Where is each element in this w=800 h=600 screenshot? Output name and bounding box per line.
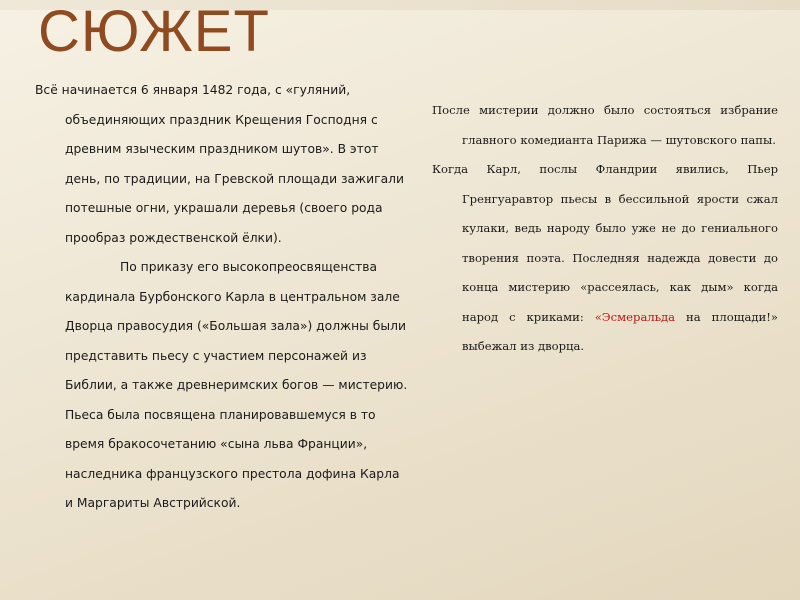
left-paragraph-2: По приказу его высокопреосвященства кардинала Бурбонского Карла в центральном зале Дворца правосудия («Большая зала») должны были представить пьесу с участием персонажей из Библии, а также древнеримских богов — мистерию. Пьеса была посвящена планировавшемуся в то время бракосочетанию «сына льва Франции», наследника французского престола дофина Карла и Маргариты Австрийской. [65, 260, 408, 510]
left-paragraph-1-first-line: Всё начинается 6 января 1482 года, с «гуляний, [35, 83, 351, 97]
slide-title: СЮЖЕТ [38, 0, 270, 64]
left-paragraph-1 [35, 76, 410, 253]
right-paragraph-2-end: на площади!» выбежал из дворца. [462, 309, 778, 353]
right-paragraph-2-start: Когда Карл, послы Фландрии явились, Пьер Гренгуаравтор пьесы в бессильной ярости сжал кулаки, ведь народу было уже не до гениального творения поэта. Последняя надежда довести до конца мистерию «рассеялась, как дым» когда народ с криками: [432, 162, 778, 324]
right-text-column [432, 96, 778, 362]
left-paragraph-1-rest: объединяющих праздник Крещения Господня с древним языческим праздником шутов». В этот день, по традиции, на Гревской площади зажигали потешные огни, украшали деревья (своего рода прообраз рождественской ёлки). [65, 112, 404, 245]
right-paragraph-2 [432, 155, 778, 362]
right-paragraph-1: После мистерии должно было состояться избрание главного комедианта Парижа — шутовского папы. [432, 103, 778, 147]
left-text-column [35, 76, 410, 519]
esmeralda-highlight: «Эсмеральда [594, 309, 676, 324]
